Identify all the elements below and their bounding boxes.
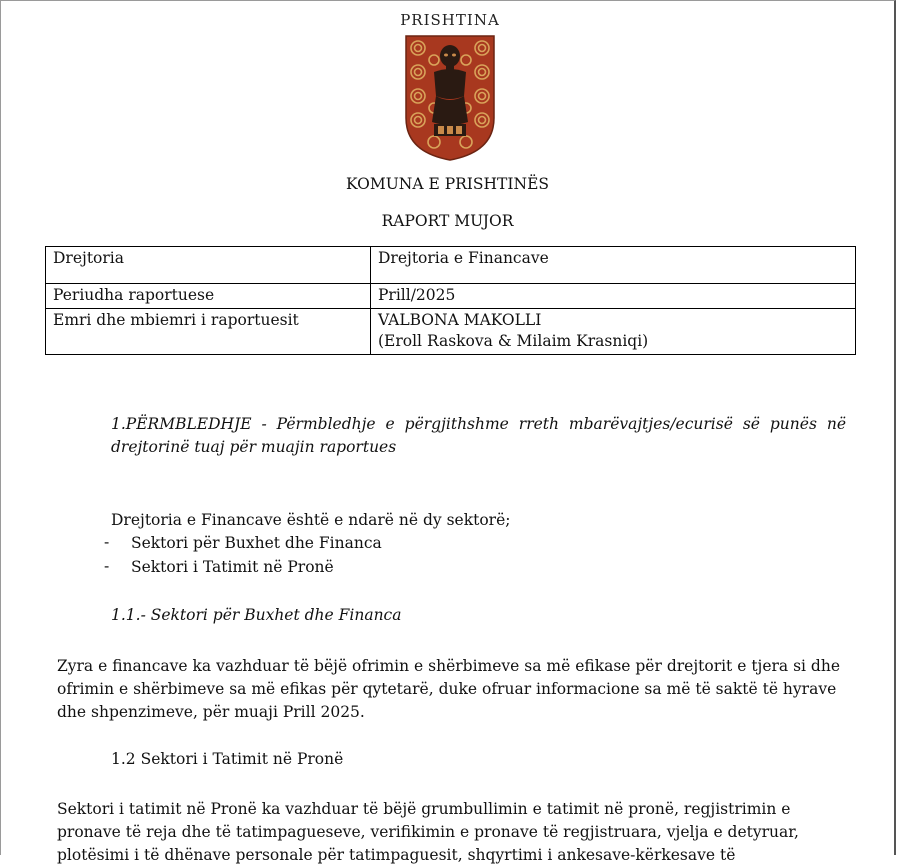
section-1-heading: 1.PËRMBLEDHJE - Përmbledhje e përgjithshme rreth mbarëvajtjes/ecurisë së punës në drejtorinë tuaj për muajin raportues <box>111 415 846 456</box>
table-cell-label: Drejtoria <box>46 247 371 284</box>
report-title: RAPORT MUJOR <box>381 212 514 230</box>
list-item: Sektori i Tatimit në Pronë <box>131 558 334 576</box>
paragraph-line: dhe shpenzimeve, për muaji Prill 2025. <box>57 703 365 721</box>
list-item: Sektori për Buxhet dhe Financa <box>131 534 382 552</box>
table-row <box>46 309 856 355</box>
sectors-intro: Drejtoria e Financave është e ndarë në dy sektorë; <box>111 511 511 529</box>
table-cell-value: Drejtoria e Financave <box>371 247 856 284</box>
prishtina-logo <box>399 9 501 163</box>
section-1-2-heading: 1.2 Sektori i Tatimit në Pronë <box>111 750 344 768</box>
paragraph-line: plotësimi i të dhënave personale për tatimpaguesit, shqyrtimi i ankesave-kërkesave të <box>57 846 736 864</box>
table-cell-value <box>371 309 856 355</box>
table-cell-label: Periudha raportuese <box>46 284 371 309</box>
paragraph-line: Sektori i tatimit në Pronë ka vazhduar të bëjë grumbullimin e tatimit në pronë, regjistrimin e <box>57 800 791 818</box>
reporter-assistants: (Eroll Raskova & Milaim Krasniqi) <box>378 332 649 350</box>
bullet-dash: - <box>104 533 110 551</box>
logo-title: PRISHTINA <box>400 11 500 29</box>
coat-of-arms-icon <box>404 34 496 162</box>
section-1-1-heading: 1.1.- Sektori për Buxhet dhe Financa <box>111 606 402 624</box>
table-cell-value: Prill/2025 <box>371 284 856 309</box>
paragraph-line: Zyra e financave ka vazhduar të bëjë ofrimin e shërbimeve sa më efikase për drejtorit e tjera si dhe <box>57 657 841 675</box>
paragraph-line: pronave të reja dhe të tatimpagueseve, verifikimin e pronave të regjistruara, vjelja e detyruar, <box>57 823 799 841</box>
table-cell-label: Emri dhe mbiemri i raportuesit <box>46 309 371 355</box>
table-row <box>46 284 856 309</box>
municipality-title: KOMUNA E PRISHTINËS <box>345 175 550 193</box>
table-row <box>46 247 856 284</box>
reporter-name: VALBONA MAKOLLI <box>378 311 542 329</box>
bullet-dash: - <box>104 557 110 575</box>
info-table <box>45 246 856 355</box>
paragraph-line: ofrimin e shërbimeve sa më efikas për qytetarë, duke ofruar informacione sa më të saktë të hyrave <box>57 680 837 698</box>
